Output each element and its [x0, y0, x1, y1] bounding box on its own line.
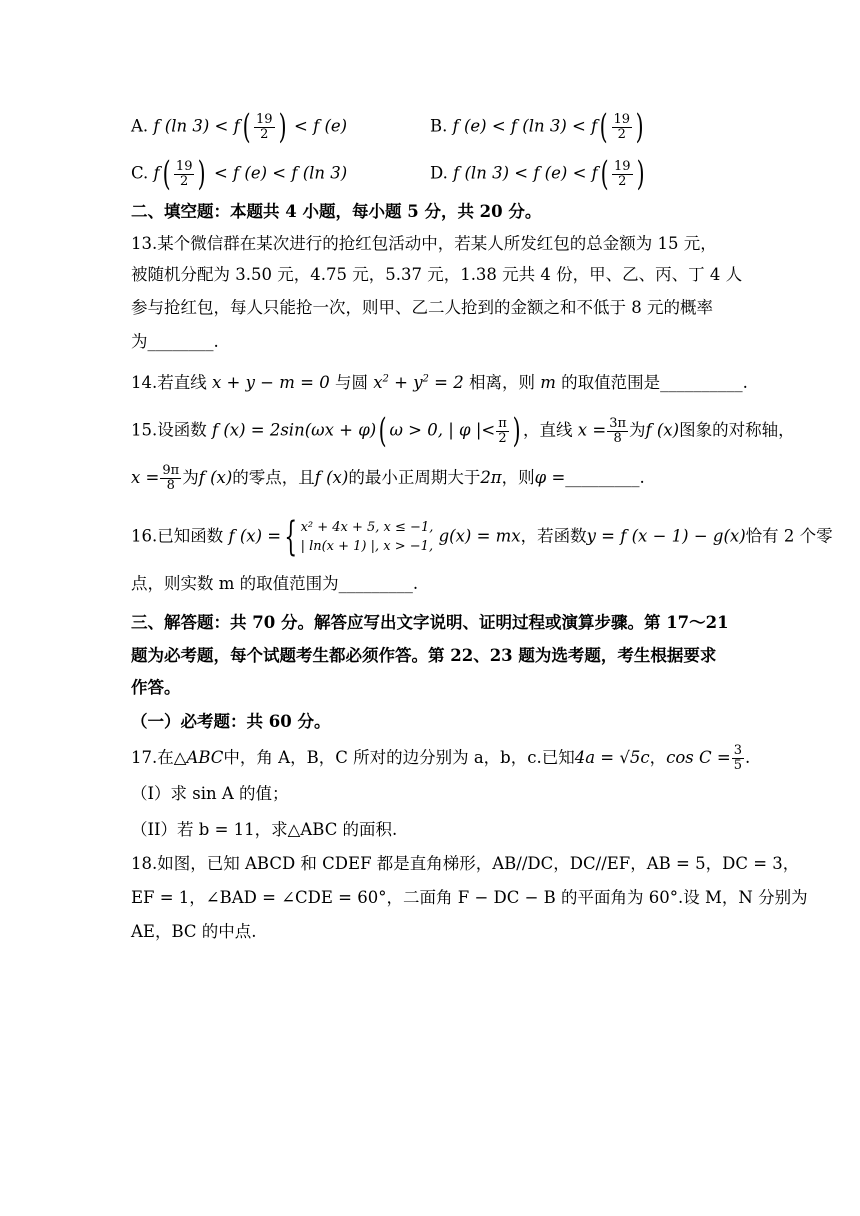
q15-function: f (x) = 2sin(ωx + φ)	[212, 420, 377, 440]
q14: 14.若直线 x + y − m = 0 与圆 $x^2 + y^2 = 2$ 相离，则 m 的取值范围是__________.	[131, 373, 748, 392]
q15-condition: ω > 0, | φ |<	[389, 420, 496, 440]
option-c-lead: f	[153, 163, 160, 183]
q17-part-2: （II）若 b = 11，求△ABC 的面积.	[131, 820, 398, 839]
q17-part-1: （I）求 sin A 的值；	[131, 784, 289, 803]
q13-line-4: 为________.	[131, 332, 219, 351]
q15-zero-fraction: $\frac{9\pi}{8}$	[162, 463, 180, 493]
option-c-tail: < f (e) < f (ln 3)	[213, 163, 348, 183]
q16-line-2: 点，则实数 m 的取值范围为_________.	[131, 574, 419, 593]
q18-line-2: EF = 1，∠BAD = ∠CDE = 60°，二面角 F − DC − B 的平面角为 60°.设 M，N 分别为	[131, 888, 808, 907]
option-a-tail: < f (e)	[294, 116, 348, 136]
q13-line-2: 被随机分配为 3.50 元，4.75 元，5.37 元，1.38 元共 4 份，甲、乙、丙、丁 4 人	[131, 265, 743, 284]
q13-line-3: 参与抢红包，每人只能抢一次，则甲、乙二人抢到的金额之和不低于 8 元的概率	[131, 298, 713, 317]
q15-axis-fraction: $\frac{3\pi}{8}$	[609, 415, 627, 446]
q13-line-1: 13.某个微信群在某次进行的抢红包活动中，若某人所发红包的总金额为 15 元，	[131, 234, 717, 253]
q15-line-1: 15.设函数 f (x) = 2sin(ωx + φ)( ω > 0, | φ |< $\frac{\pi}{2}$ ) ，直线 x = $\frac{3\pi}{8}$ 为f (x)图象的对称轴，	[131, 411, 795, 451]
option-c-label: C.	[131, 163, 149, 183]
section-3-subheading: （一）必考题：共 60 分。	[131, 712, 331, 731]
section-2-heading: 二、填空题：本题共 4 小题，每小题 5 分，共 20 分。	[131, 202, 542, 221]
option-b-fraction: $\frac{19}{2}$	[613, 111, 631, 142]
option-c: C. f( $\frac{19}{2}$ ) < f (e) < f (ln 3)	[131, 154, 348, 194]
option-a-fraction: $\frac{19}{2}$	[255, 111, 273, 142]
option-d-lead: f (ln 3) < f (e) < f	[453, 163, 598, 183]
q18-line-3: AE，BC 的中点.	[131, 922, 257, 941]
section-3-line-2: 题为必考题，每个试题考生都必须作答。第 22、23 题为选考题，考生根据要求	[131, 646, 717, 665]
option-d-label: D.	[430, 163, 448, 183]
option-a: A. f (ln 3) < f( $\frac{19}{2}$ ) < f (e)	[131, 107, 348, 147]
q17-stem: 17.在△ABC中，角 A，B，C 所对的边分别为 a，b，c.已知4a = √5c，cos C = $\frac{3}{5}$ .	[131, 743, 751, 773]
option-b: B. f (e) < f (ln 3) < f( $\frac{19}{2}$ )	[430, 107, 644, 147]
q14-line-equation: x + y − m = 0	[212, 373, 330, 392]
option-a-label: A.	[131, 116, 149, 136]
option-d-fraction: $\frac{19}{2}$	[614, 158, 631, 189]
q18-line-1: 18.如图，已知 ABCD 和 CDEF 都是直角梯形，AB//DC，DC//EF，AB = 5，DC = 3，	[131, 854, 800, 873]
section-3-line-1: 三、解答题：共 70 分。解答应写出文字说明、证明过程或演算步骤。第 17～21	[131, 613, 729, 632]
option-a-lead: f (ln 3) < f	[153, 116, 240, 136]
q16-piecewise: x² + 4x + 5, x ≤ −1, | ln(x + 1) |, x > −1,	[300, 520, 434, 554]
option-b-label: B.	[430, 116, 448, 136]
option-b-lead: f (e) < f (ln 3) < f	[452, 116, 598, 136]
option-d: D. f (ln 3) < f (e) < f( $\frac{19}{2}$ )	[430, 154, 645, 194]
option-c-fraction: $\frac{19}{2}$	[175, 158, 193, 189]
q14-circle-equation: $x^2 + y^2 = 2$	[373, 373, 464, 392]
q16-line-1: 16.已知函数 f (x) ={ x² + 4x + 5, x ≤ −1, | ln(x + 1) |, x > −1, g(x) = mx，若函数y = f (x − 1) − g(x)恰有 2 个零	[131, 514, 833, 560]
section-3-line-3: 作答。	[131, 678, 181, 697]
q15-line-2: x = $\frac{9\pi}{8}$ 为f (x)的零点，且f (x)的最小正周期大于2π，则φ =_________.	[131, 463, 645, 493]
